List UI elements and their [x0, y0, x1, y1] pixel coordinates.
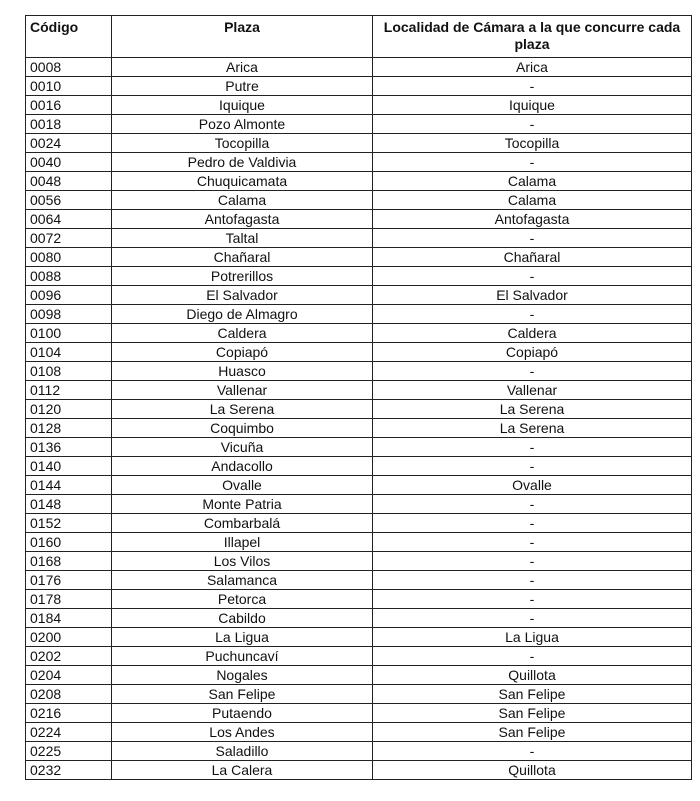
cell-code: 0016	[26, 96, 112, 115]
plazas-table	[25, 15, 692, 780]
cell-plaza: Illapel	[112, 533, 373, 552]
cell-code: 0136	[26, 438, 112, 457]
table-row	[26, 666, 692, 685]
cell-code: 0144	[26, 476, 112, 495]
cell-code: 0096	[26, 286, 112, 305]
cell-plaza: San Felipe	[112, 685, 373, 704]
cell-plaza: Combarbalá	[112, 514, 373, 533]
cell-plaza: Andacollo	[112, 457, 373, 476]
table-row	[26, 647, 692, 666]
cell-code: 0204	[26, 666, 112, 685]
table-row	[26, 571, 692, 590]
cell-locality: Calama	[373, 191, 692, 210]
cell-plaza: La Ligua	[112, 628, 373, 647]
table-row	[26, 134, 692, 153]
cell-code: 0072	[26, 229, 112, 248]
table-row	[26, 476, 692, 495]
cell-plaza: Los Vilos	[112, 552, 373, 571]
cell-code: 0232	[26, 761, 112, 780]
cell-code: 0010	[26, 77, 112, 96]
cell-plaza: Vallenar	[112, 381, 373, 400]
cell-locality: Iquique	[373, 96, 692, 115]
table-row	[26, 419, 692, 438]
cell-code: 0104	[26, 343, 112, 362]
table-row	[26, 115, 692, 134]
cell-plaza: Copiapó	[112, 343, 373, 362]
cell-plaza: Los Andes	[112, 723, 373, 742]
table-row	[26, 514, 692, 533]
table-row	[26, 742, 692, 761]
cell-code: 0148	[26, 495, 112, 514]
table-row	[26, 324, 692, 343]
cell-locality: -	[373, 305, 692, 324]
table-row	[26, 191, 692, 210]
cell-code: 0064	[26, 210, 112, 229]
table-body	[26, 58, 692, 780]
cell-plaza: Pedro de Valdivia	[112, 153, 373, 172]
cell-locality: -	[373, 590, 692, 609]
cell-code: 0216	[26, 704, 112, 723]
table-row	[26, 590, 692, 609]
cell-plaza: Coquimbo	[112, 419, 373, 438]
cell-plaza: Calama	[112, 191, 373, 210]
cell-locality: El Salvador	[373, 286, 692, 305]
cell-plaza: La Calera	[112, 761, 373, 780]
cell-locality: -	[373, 77, 692, 96]
table-row	[26, 362, 692, 381]
table-row	[26, 172, 692, 191]
cell-code: 0008	[26, 58, 112, 77]
cell-code: 0200	[26, 628, 112, 647]
cell-code: 0040	[26, 153, 112, 172]
table-row	[26, 400, 692, 419]
cell-locality: Arica	[373, 58, 692, 77]
table-row	[26, 267, 692, 286]
cell-locality: -	[373, 571, 692, 590]
cell-plaza: Salamanca	[112, 571, 373, 590]
cell-locality: -	[373, 153, 692, 172]
table-row	[26, 628, 692, 647]
cell-plaza: Saladillo	[112, 742, 373, 761]
cell-locality: -	[373, 609, 692, 628]
cell-plaza: Putre	[112, 77, 373, 96]
cell-plaza: Nogales	[112, 666, 373, 685]
cell-plaza: Pozo Almonte	[112, 115, 373, 134]
cell-plaza: Huasco	[112, 362, 373, 381]
cell-plaza: Cabildo	[112, 609, 373, 628]
table-row	[26, 77, 692, 96]
cell-plaza: Putaendo	[112, 704, 373, 723]
table-row	[26, 210, 692, 229]
cell-plaza: Ovalle	[112, 476, 373, 495]
cell-code: 0184	[26, 609, 112, 628]
cell-locality: La Ligua	[373, 628, 692, 647]
cell-locality: San Felipe	[373, 704, 692, 723]
table-row	[26, 438, 692, 457]
header-locality: Localidad de Cámara a la que concurre cada plaza	[373, 16, 692, 58]
cell-code: 0178	[26, 590, 112, 609]
cell-locality: Caldera	[373, 324, 692, 343]
table-row	[26, 305, 692, 324]
cell-plaza: Vicuña	[112, 438, 373, 457]
cell-plaza: Taltal	[112, 229, 373, 248]
cell-plaza: Monte Patria	[112, 495, 373, 514]
table-row	[26, 153, 692, 172]
cell-locality: -	[373, 267, 692, 286]
cell-plaza: Iquique	[112, 96, 373, 115]
table-row	[26, 533, 692, 552]
table-row	[26, 229, 692, 248]
cell-plaza: Caldera	[112, 324, 373, 343]
cell-locality: San Felipe	[373, 685, 692, 704]
cell-code: 0100	[26, 324, 112, 343]
cell-code: 0208	[26, 685, 112, 704]
cell-code: 0224	[26, 723, 112, 742]
table-row	[26, 248, 692, 267]
table-row	[26, 58, 692, 77]
cell-locality: Antofagasta	[373, 210, 692, 229]
table-row	[26, 343, 692, 362]
cell-code: 0088	[26, 267, 112, 286]
cell-locality: Tocopilla	[373, 134, 692, 153]
cell-locality: Quillota	[373, 761, 692, 780]
cell-code: 0080	[26, 248, 112, 267]
table-row	[26, 286, 692, 305]
cell-locality: Calama	[373, 172, 692, 191]
cell-code: 0225	[26, 742, 112, 761]
cell-plaza: La Serena	[112, 400, 373, 419]
cell-code: 0056	[26, 191, 112, 210]
cell-locality: San Felipe	[373, 723, 692, 742]
cell-plaza: Chuquicamata	[112, 172, 373, 191]
cell-locality: Copiapó	[373, 343, 692, 362]
cell-code: 0168	[26, 552, 112, 571]
cell-locality: -	[373, 495, 692, 514]
cell-locality: -	[373, 229, 692, 248]
cell-code: 0202	[26, 647, 112, 666]
cell-locality: Quillota	[373, 666, 692, 685]
cell-locality: -	[373, 115, 692, 134]
table-row	[26, 495, 692, 514]
cell-code: 0108	[26, 362, 112, 381]
cell-locality: La Serena	[373, 400, 692, 419]
cell-code: 0128	[26, 419, 112, 438]
cell-locality: Ovalle	[373, 476, 692, 495]
cell-locality: Chañaral	[373, 248, 692, 267]
cell-plaza: Puchuncaví	[112, 647, 373, 666]
cell-code: 0140	[26, 457, 112, 476]
cell-locality: -	[373, 457, 692, 476]
cell-code: 0160	[26, 533, 112, 552]
table-row	[26, 704, 692, 723]
cell-code: 0176	[26, 571, 112, 590]
cell-plaza: Potrerillos	[112, 267, 373, 286]
cell-code: 0120	[26, 400, 112, 419]
cell-plaza: Chañaral	[112, 248, 373, 267]
cell-code: 0018	[26, 115, 112, 134]
cell-plaza: Arica	[112, 58, 373, 77]
cell-code: 0024	[26, 134, 112, 153]
header-row	[26, 16, 692, 58]
cell-locality: -	[373, 647, 692, 666]
table-row	[26, 96, 692, 115]
cell-locality: -	[373, 552, 692, 571]
cell-code: 0112	[26, 381, 112, 400]
cell-locality: -	[373, 742, 692, 761]
cell-locality: -	[373, 438, 692, 457]
table-row	[26, 723, 692, 742]
header-plaza: Plaza	[112, 16, 373, 58]
cell-locality: -	[373, 533, 692, 552]
table-row	[26, 609, 692, 628]
cell-plaza: Petorca	[112, 590, 373, 609]
table-row	[26, 761, 692, 780]
cell-locality: -	[373, 514, 692, 533]
cell-plaza: Tocopilla	[112, 134, 373, 153]
cell-plaza: Antofagasta	[112, 210, 373, 229]
header-code: Código	[26, 16, 112, 58]
cell-code: 0152	[26, 514, 112, 533]
table-row	[26, 381, 692, 400]
cell-locality: Vallenar	[373, 381, 692, 400]
cell-plaza: Diego de Almagro	[112, 305, 373, 324]
table-row	[26, 552, 692, 571]
cell-plaza: El Salvador	[112, 286, 373, 305]
cell-code: 0048	[26, 172, 112, 191]
table-row	[26, 685, 692, 704]
cell-locality: -	[373, 362, 692, 381]
table-row	[26, 457, 692, 476]
cell-locality: La Serena	[373, 419, 692, 438]
cell-code: 0098	[26, 305, 112, 324]
